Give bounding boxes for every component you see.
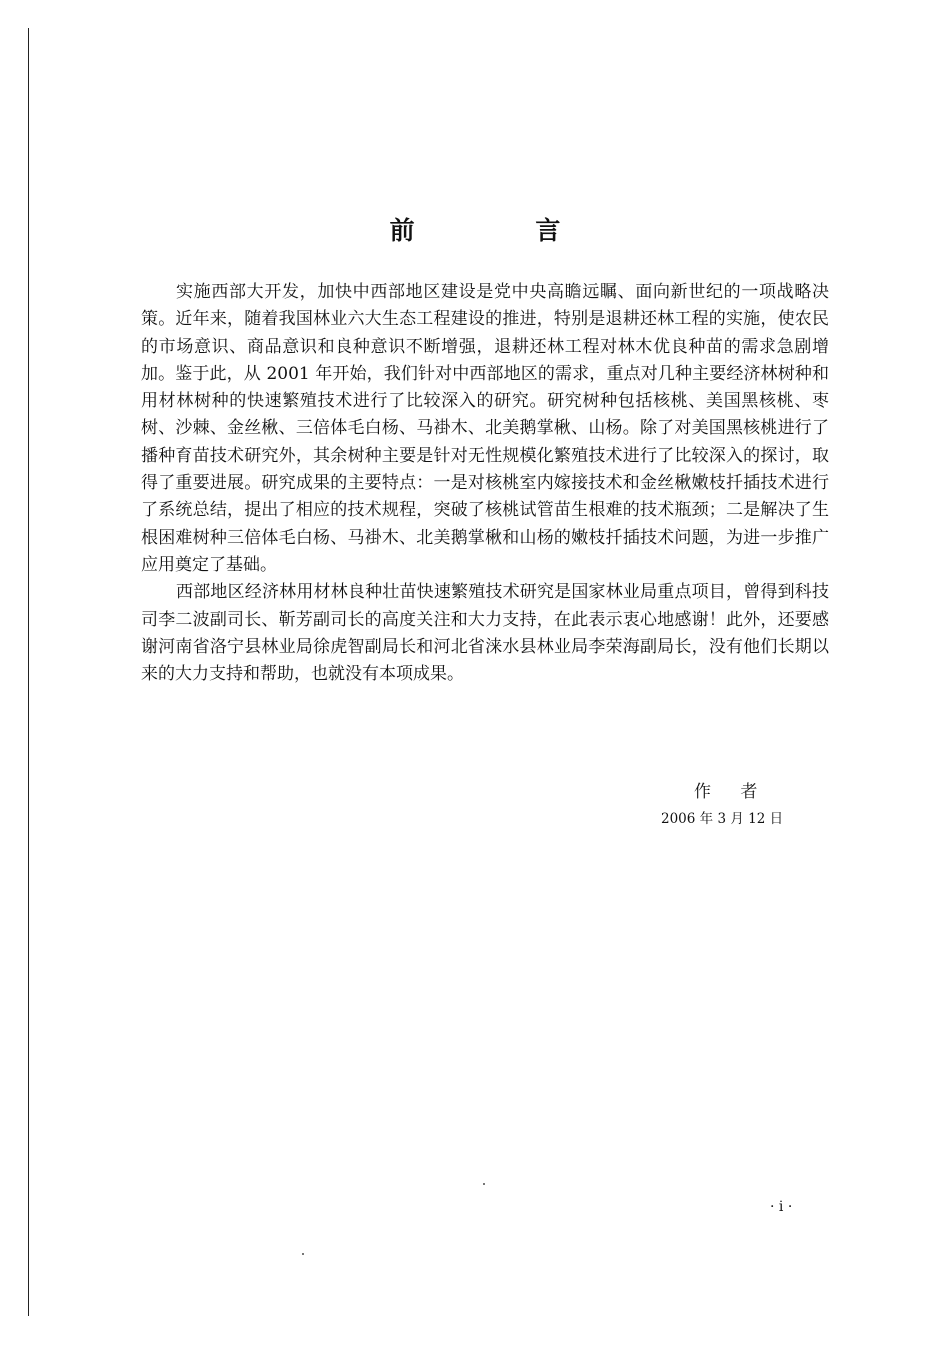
preface-date: 2006 年 3 月 12 日 xyxy=(661,811,784,827)
scan-speck xyxy=(483,1183,485,1185)
author-signature: 作 者 xyxy=(694,782,770,802)
paragraph-2: 西部地区经济林用材林良种壮苗快速繁殖技术研究是国家林业局重点项目，曾得到科技司李二波副司长、靳芳副司长的高度关注和大力支持，在此表示衷心地感谢！此外，还要感谢河南省洛宁县林业局徐虎智副局长和河北省涞水县林业局李荣海副局长，没有他们长期以来的大力支持和帮助，也就没有本项成果。 xyxy=(141,582,829,685)
paragraph-1: 实施西部大开发，加快中西部地区建设是党中央高瞻远瞩、面向新世纪的一项战略决策。近年来，随着我国林业六大生态工程建设的推进，特别是退耕还林工程的实施，使农民的市场意识、商品意识和良种意识不断增强，退耕还林工程对林木优良种苗的需求急剧增加。鉴于此，从 2001 年开始，我们针对中西部地区的需求，重点对几种主要经济林树种和用材林树种的快速繁殖技术进行了比较深入的研究。研究树种包括核桃、美国黑核桃、枣树、沙棘、金丝楸、三倍体毛白杨、马褂木、北美鹅掌楸、山杨。除了对美国黑核桃进行了播种育苗技术研究外，其余树种主要是针对无性规模化繁殖技术进行了比较深入的探讨，取得了重要进展。研究成果的主要特点：一是对核桃室内嫁接技术和金丝楸嫩枝扦插技术进行了系统总结，提出了相应的技术规程，突破了核桃试管苗生根难的技术瓶颈；二是解决了生根困难树种三倍体毛白杨、马褂木、北美鹅掌楸和山杨的嫩枝扦插技术问题，为进一步推广应用奠定了基础。 xyxy=(141,282,829,575)
preface-body xyxy=(141,279,829,688)
page-number: · i · xyxy=(770,1199,793,1215)
page-title: 前 言 xyxy=(389,216,617,245)
scan-speck xyxy=(302,1253,304,1255)
